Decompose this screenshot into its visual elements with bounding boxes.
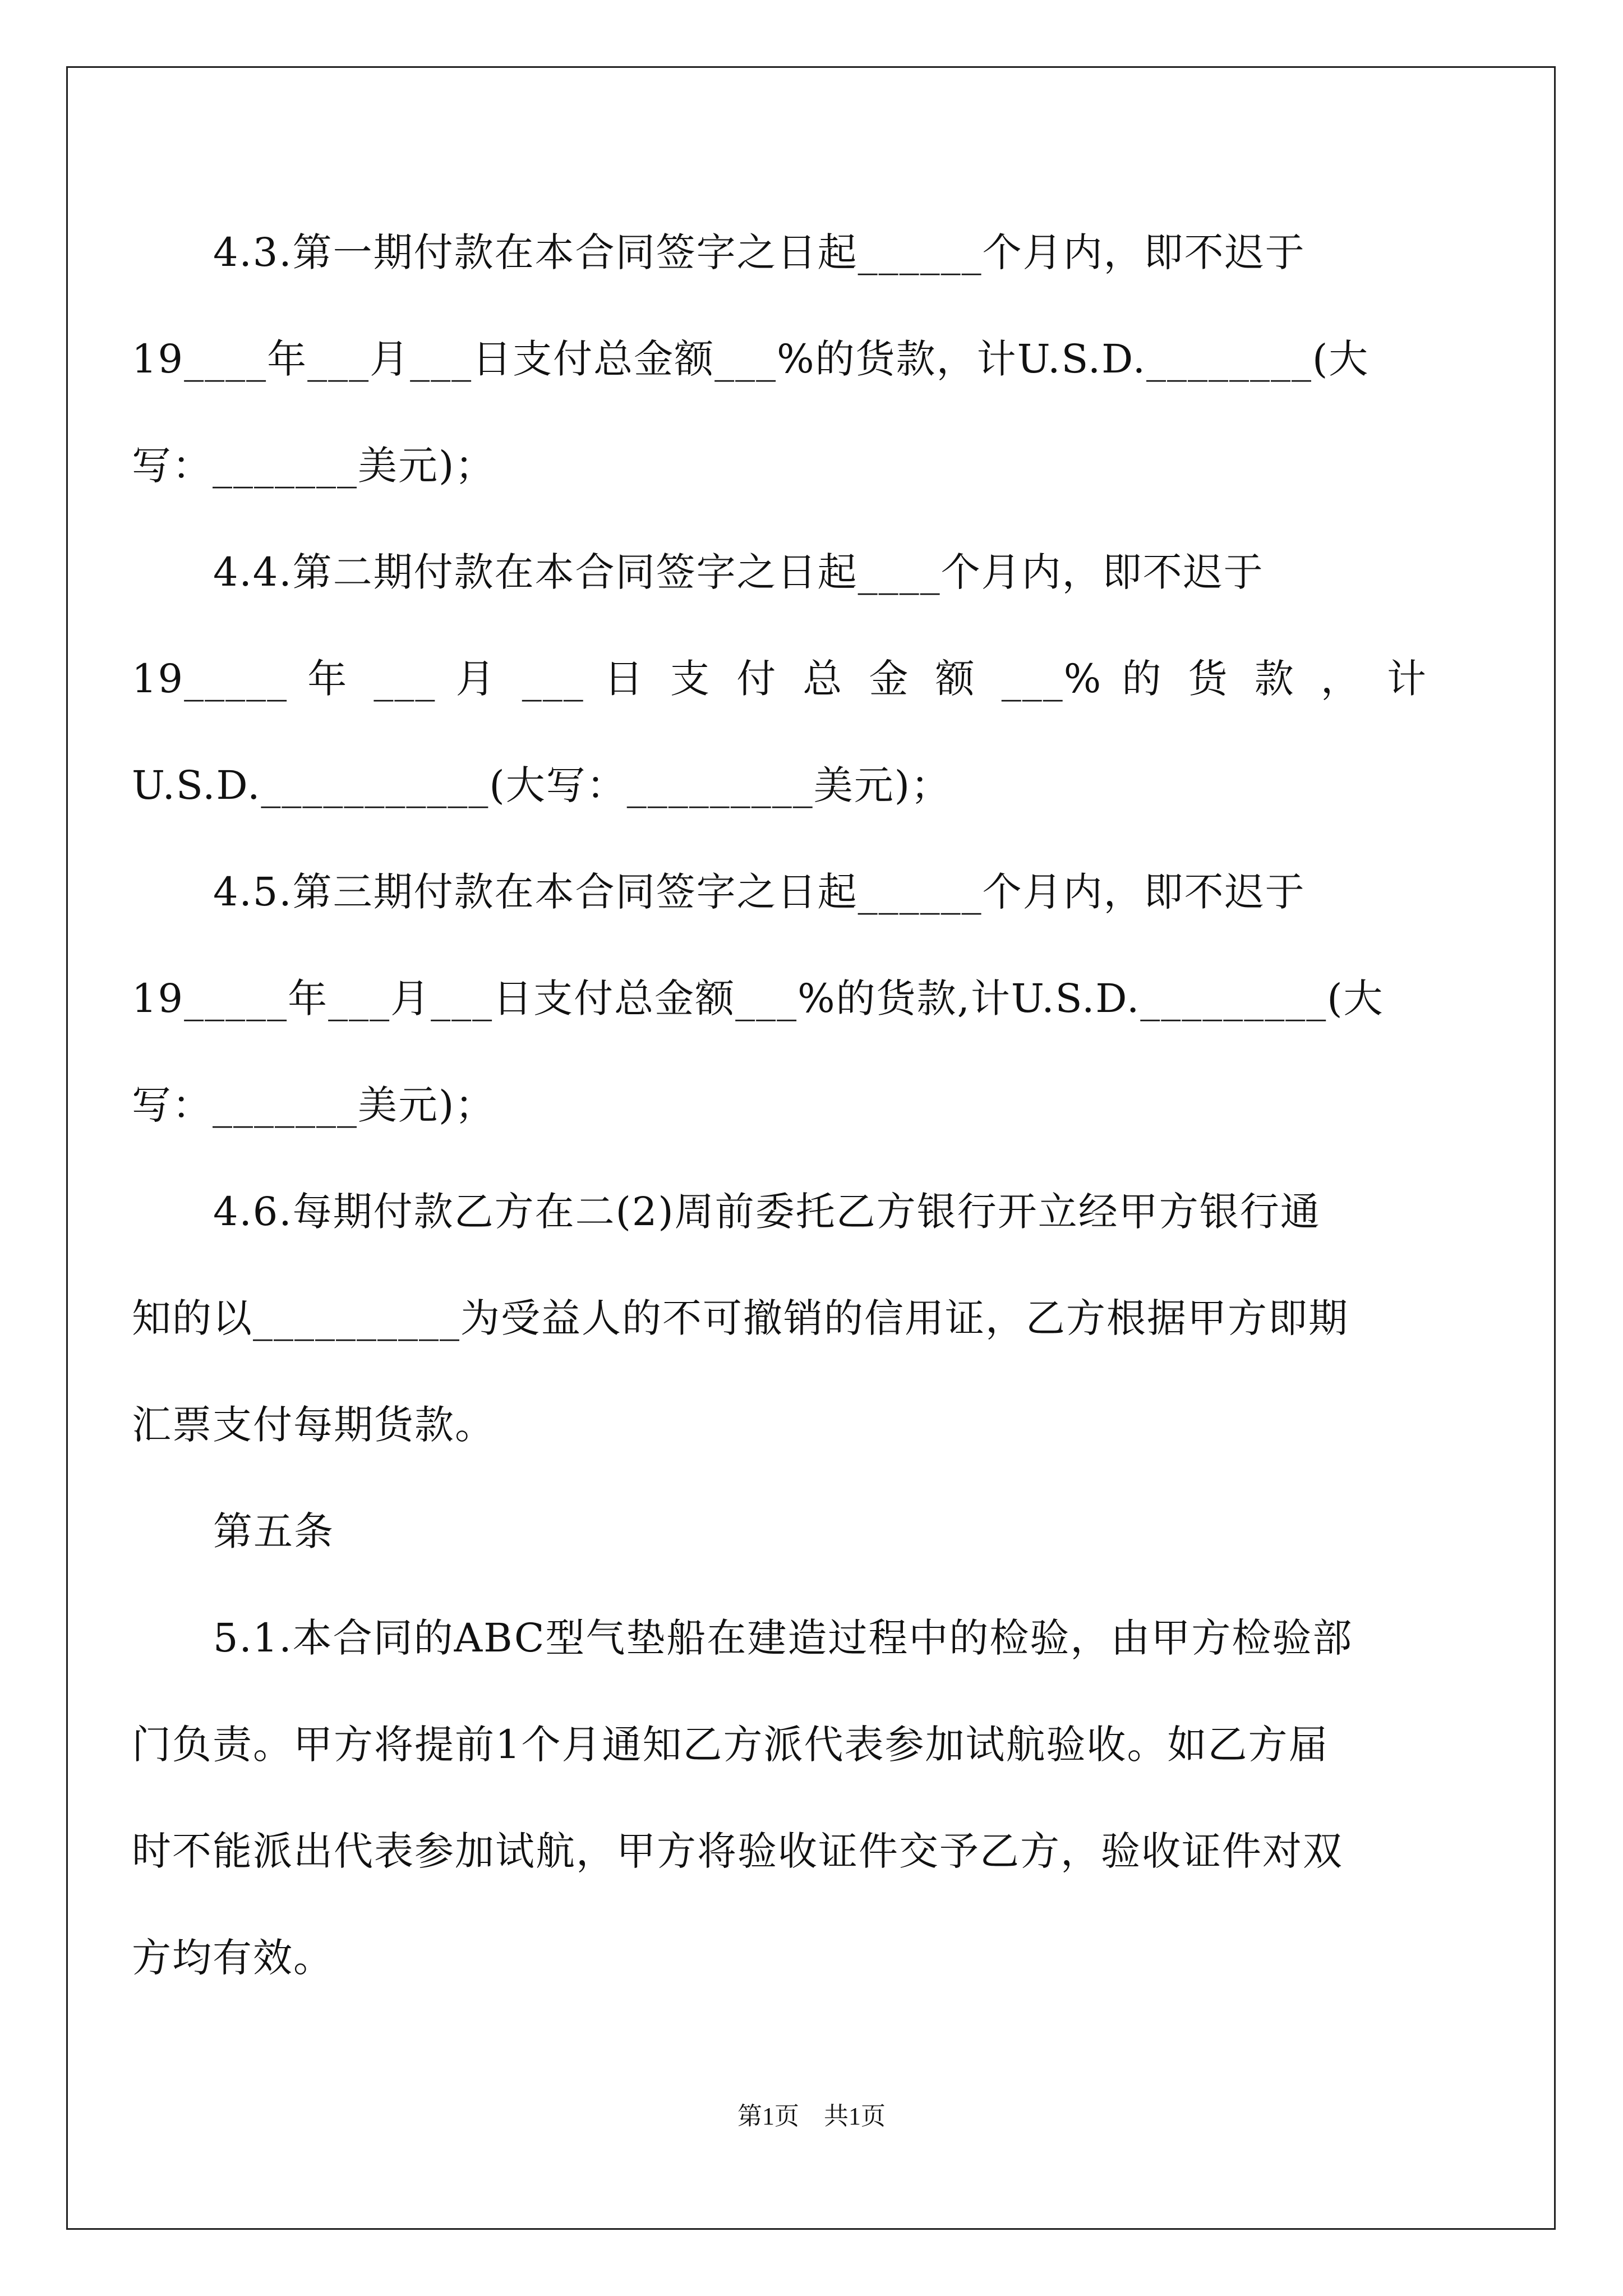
clause-5-1-line-2: 门负责。甲方将提前1个月通知乙方派代表参加试航验收。如乙方届: [132, 1722, 1329, 1768]
clause-4-6-line-3: 汇票支付每期货款。: [132, 1402, 495, 1448]
clause-4-4-line-3: U.S.D.___________(大写：_________美元)；: [132, 762, 952, 808]
clause-5-1-line-4: 方均有效。: [132, 1935, 334, 1981]
clause-4-6-line-2: 知的以__________为受益人的不可撤销的信用证，乙方根据甲方即期: [132, 1295, 1349, 1341]
clause-4-5-line-1: 4.5.第三期付款在本合同签字之日起______个月内，即不迟于: [213, 869, 1306, 915]
clause-5-1-line-1: 5.1.本合同的ABC型气垫船在建造过程中的检验，由甲方检验部: [213, 1615, 1353, 1661]
article-5-heading: 第五条: [213, 1508, 334, 1554]
clause-4-6-line-1: 4.6.每期付款乙方在二(2)周前委托乙方银行开立经甲方银行通: [213, 1189, 1321, 1235]
clause-5-1-line-3: 时不能派出代表参加试航，甲方将验收证件交予乙方，验收证件对双: [132, 1828, 1343, 1874]
clause-4-3-line-3: 写：_______美元)；: [132, 443, 496, 489]
clause-4-4-line-1: 4.4.第二期付款在本合同签字之日起____个月内，即不迟于: [213, 549, 1264, 595]
clause-4-5-line-3: 写：_______美元)；: [132, 1082, 496, 1128]
clause-4-5-line-2: 19_____年___月___日支付总金额___%的货款,计U.S.D._________(大: [132, 976, 1384, 1022]
clause-4-3-line-2: 19____年___月___日支付总金额___%的货款，计U.S.D.________(大: [132, 336, 1370, 382]
clause-4-3-line-1: 4.3.第一期付款在本合同签字之日起______个月内，即不迟于: [213, 229, 1306, 275]
page-border: [66, 66, 1556, 2230]
page-footer: 第1页 共1页: [737, 2102, 886, 2130]
clause-4-4-line-2: 19_____ 年 ___ 月 ___ 日 支 付 总 金 额 ___% 的 货 款 ， 计: [132, 656, 1427, 702]
